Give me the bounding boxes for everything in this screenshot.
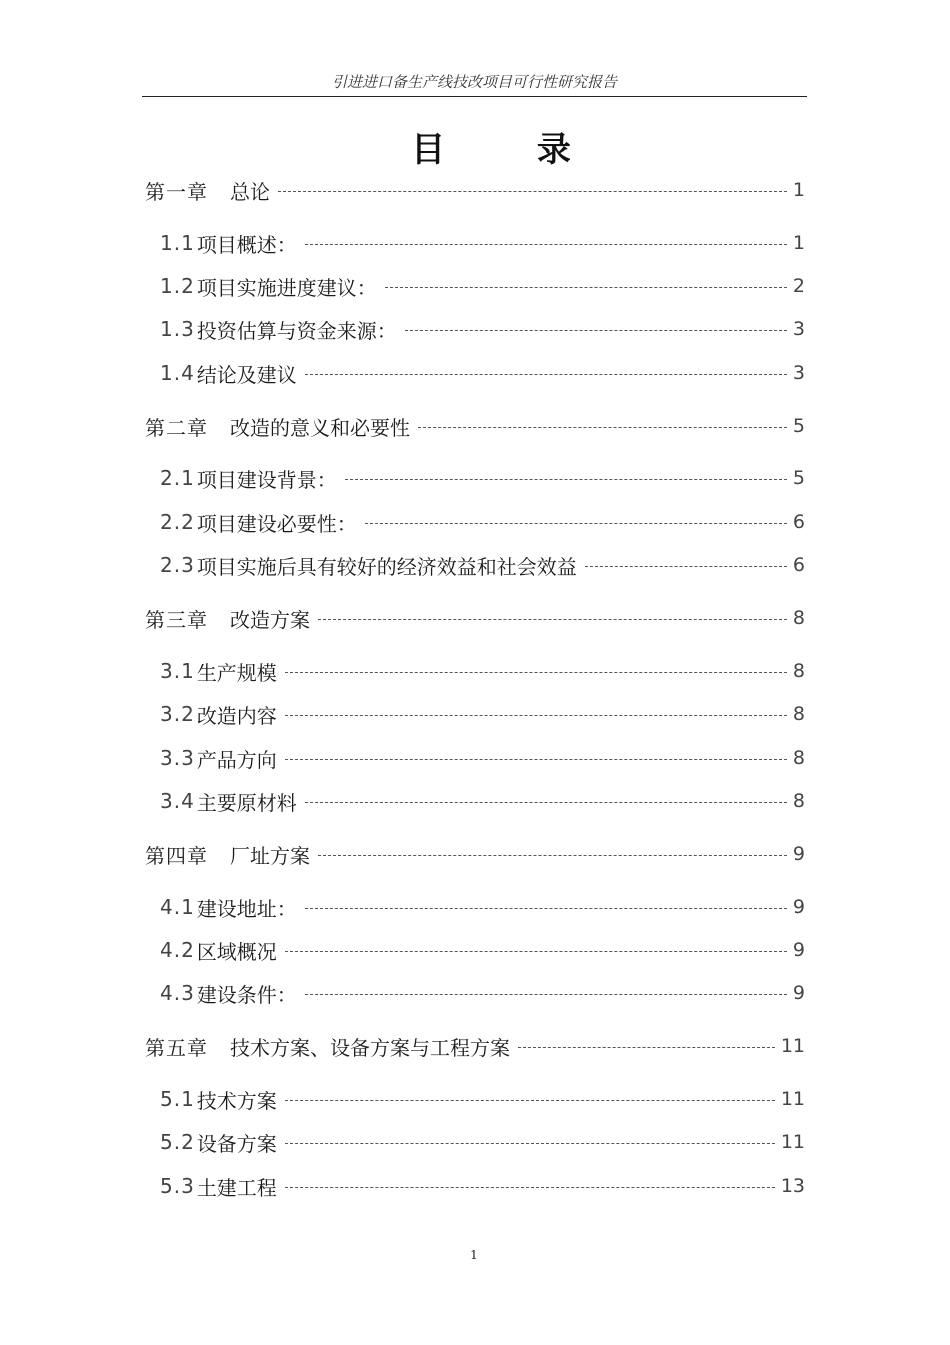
toc-entry-page: 6	[792, 554, 805, 576]
toc-entry-number: 2.3	[160, 553, 195, 577]
toc-entry-number: 5.3	[160, 1174, 195, 1198]
page-title: 目 录	[411, 130, 611, 170]
toc-dot-leader	[345, 479, 787, 480]
toc-entry-label: 区域概况	[196, 939, 277, 964]
toc-dot-leader	[285, 672, 787, 673]
toc-entry-page: 8	[792, 660, 805, 682]
toc-entry-page: 9	[792, 982, 805, 1004]
toc-entry-page: 5	[792, 415, 805, 437]
toc-section-entry[interactable]	[160, 464, 805, 492]
toc-entry-page: 6	[792, 511, 805, 533]
toc-entry-number: 5.2	[160, 1130, 195, 1154]
toc-entry-page: 9	[792, 939, 805, 961]
toc-entry-number: 4.2	[160, 938, 195, 962]
toc-dot-leader	[585, 566, 787, 567]
toc-entry-number: 3.2	[160, 702, 195, 726]
toc-entry-label: 产品方向	[196, 747, 277, 772]
toc-dot-leader	[285, 1143, 775, 1144]
toc-entry-label: 项目建设背景：	[196, 467, 337, 492]
toc-entry-page: 8	[792, 790, 805, 812]
toc-entry-page: 5	[792, 467, 805, 489]
toc-section-entry[interactable]	[160, 551, 805, 579]
toc-entry-page: 8	[792, 703, 805, 725]
toc-entry-number: 第五章	[145, 1035, 208, 1060]
toc-section-entry[interactable]	[160, 657, 805, 685]
toc-entry-number: 1.2	[160, 274, 195, 298]
toc-entry-label: 土建工程	[196, 1175, 277, 1200]
toc-entry-number: 第四章	[145, 843, 208, 868]
toc-entry-number: 3.1	[160, 659, 195, 683]
toc-entry-number: 第二章	[145, 415, 208, 440]
toc-entry-label: 改造的意义和必要性	[230, 415, 410, 440]
toc-dot-leader	[305, 908, 787, 909]
toc-entry-label: 厂址方案	[230, 843, 310, 868]
toc-dot-leader	[278, 191, 787, 192]
toc-section-entry[interactable]	[160, 787, 805, 815]
toc-entry-label: 建设地址：	[196, 896, 297, 921]
toc-section-entry[interactable]	[160, 1172, 805, 1200]
toc-entry-page: 11	[780, 1131, 805, 1153]
toc-entry-number: 2.2	[160, 510, 195, 534]
toc-entry-label: 结论及建议	[196, 362, 297, 387]
toc-entry-label: 改造内容	[196, 703, 277, 728]
toc-dot-leader	[285, 759, 787, 760]
toc-entry-number: 4.3	[160, 981, 195, 1005]
toc-section-entry[interactable]	[160, 936, 805, 964]
toc-entry-page: 9	[792, 896, 805, 918]
toc-dot-leader	[365, 523, 787, 524]
toc-section-entry[interactable]	[160, 979, 805, 1007]
toc-entry-number: 第三章	[145, 607, 208, 632]
toc-section-entry[interactable]	[160, 893, 805, 921]
toc-entry-page: 2	[792, 275, 805, 297]
toc-chapter-entry[interactable]	[145, 1032, 805, 1060]
toc-entry-page: 3	[792, 318, 805, 340]
toc-entry-label: 技术方案	[196, 1088, 277, 1113]
toc-entry-number: 3.4	[160, 789, 195, 813]
toc-entry-number: 5.1	[160, 1087, 195, 1111]
toc-dot-leader	[318, 855, 787, 856]
toc-entry-label: 项目实施后具有较好的经济效益和社会效益	[196, 554, 577, 579]
toc-entry-number: 1.1	[160, 231, 195, 255]
toc-dot-leader	[305, 802, 787, 803]
toc-entry-label: 改造方案	[230, 607, 310, 632]
toc-entry-number: 2.1	[160, 466, 195, 490]
toc-entry-label: 项目建设必要性：	[196, 511, 357, 536]
toc-entry-page: 9	[792, 843, 805, 865]
toc-dot-leader	[318, 619, 787, 620]
toc-entry-label: 设备方案	[196, 1131, 277, 1156]
toc-entry-number: 1.3	[160, 317, 195, 341]
toc-chapter-entry[interactable]	[145, 412, 805, 440]
toc-dot-leader	[285, 715, 787, 716]
toc-section-entry[interactable]	[160, 700, 805, 728]
toc-chapter-entry[interactable]	[145, 176, 805, 204]
toc-entry-page: 1	[792, 232, 805, 254]
toc-entry-label: 建设条件：	[196, 982, 297, 1007]
toc-entry-number: 3.3	[160, 746, 195, 770]
toc-dot-leader	[285, 1100, 775, 1101]
toc-section-entry[interactable]	[160, 1128, 805, 1156]
toc-entry-label: 总论	[230, 179, 270, 204]
toc-dot-leader	[518, 1047, 775, 1048]
toc-section-entry[interactable]	[160, 229, 805, 257]
toc-dot-leader	[285, 951, 787, 952]
page-number: 1	[470, 1248, 478, 1262]
toc-entry-label: 项目概述：	[196, 232, 297, 257]
toc-entry-page: 11	[780, 1035, 805, 1057]
toc-entry-number: 4.1	[160, 895, 195, 919]
toc-chapter-entry[interactable]	[145, 604, 805, 632]
toc-section-entry[interactable]	[160, 744, 805, 772]
toc-dot-leader	[385, 287, 787, 288]
toc-entry-page: 8	[792, 607, 805, 629]
toc-entry-label: 生产规模	[196, 660, 277, 685]
toc-entry-label: 技术方案、设备方案与工程方案	[230, 1035, 510, 1060]
toc-dot-leader	[405, 330, 787, 331]
toc-entry-page: 8	[792, 747, 805, 769]
toc-entry-label: 项目实施进度建议：	[196, 275, 377, 300]
toc-section-entry[interactable]	[160, 508, 805, 536]
toc-section-entry[interactable]	[160, 359, 805, 387]
toc-entry-number: 第一章	[145, 179, 208, 204]
toc-entry-page: 3	[792, 362, 805, 384]
toc-dot-leader	[305, 374, 787, 375]
toc-section-entry[interactable]	[160, 272, 805, 300]
toc-entry-page: 11	[780, 1088, 805, 1110]
toc-dot-leader	[285, 1187, 775, 1188]
toc-entry-label: 投资估算与资金来源：	[196, 318, 397, 343]
toc-dot-leader	[305, 244, 787, 245]
toc-entry-number: 1.4	[160, 361, 195, 385]
toc-entry-label: 主要原材料	[196, 790, 297, 815]
toc-entry-page: 1	[792, 179, 805, 201]
toc-dot-leader	[305, 994, 787, 995]
toc-section-entry[interactable]	[160, 1085, 805, 1113]
toc-dot-leader	[418, 427, 787, 428]
toc-entry-page: 13	[780, 1175, 805, 1197]
running-header: 引进进口备生产线技改项目可行性研究报告	[142, 70, 807, 97]
toc-section-entry[interactable]	[160, 315, 805, 343]
toc-chapter-entry[interactable]	[145, 840, 805, 868]
